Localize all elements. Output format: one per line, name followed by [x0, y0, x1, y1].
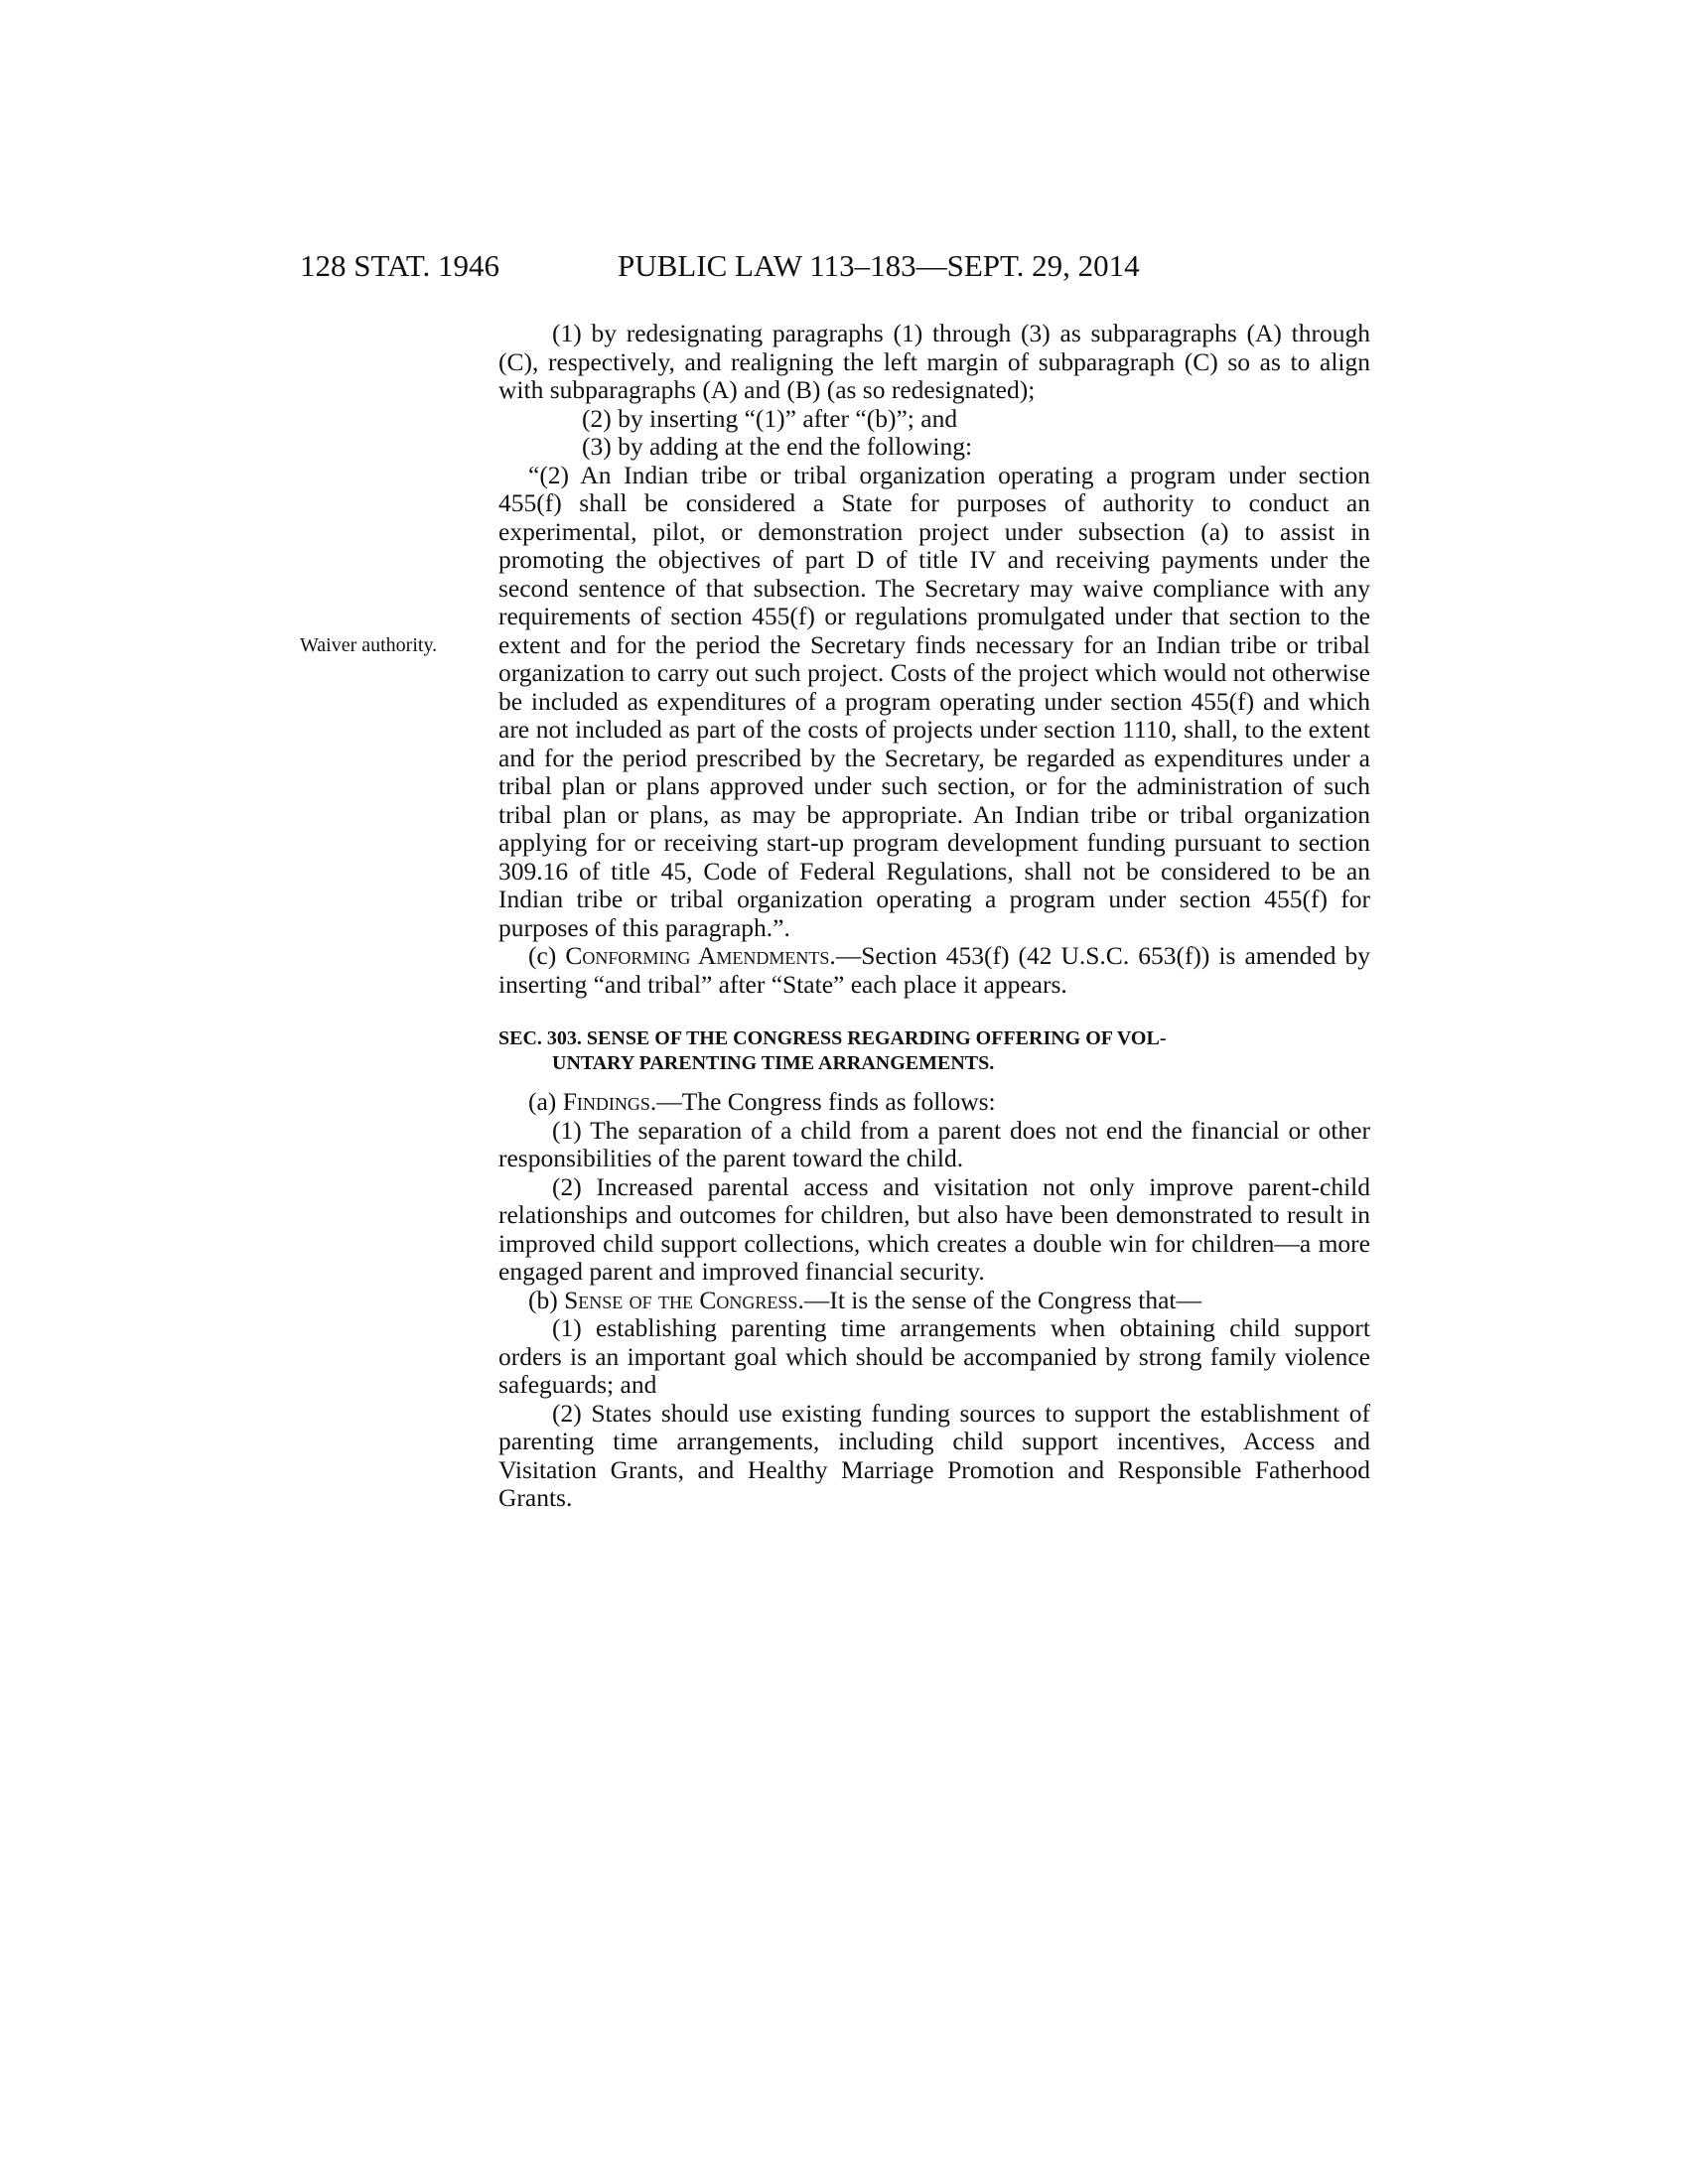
amendment-item-3: (3) by adding at the end the following:	[582, 432, 973, 461]
finding-2: (2) Increased parental access and visitation not only improve parent-child relationships and outcomes for children, but also have been demonstrated to result in improved child support collections, which creates a double win for children—a more engaged parent and improved financial security.	[498, 1171, 1370, 1286]
subsection-a-heading: Findings	[562, 1087, 650, 1116]
statute-page-reference: 128 STAT. 1946	[300, 248, 500, 283]
public-law-title: PUBLIC LAW 113–183—SEPT. 29, 2014	[618, 248, 1140, 283]
subsection-a-findings: (a) Findings.—The Congress finds as follows:	[528, 1087, 996, 1116]
section-303-heading: SEC. 303. SENSE OF THE CONGRESS REGARDING OFFERING OF VOL- UNTARY PARENTING TIME ARRANGEMENTS.	[498, 1027, 1167, 1074]
subsection-c-heading: Conforming Amendments	[565, 941, 830, 970]
inserted-paragraph: “(2) An Indian tribe or tribal organization operating a program under section 455(f) shall be considered a State for purposes of authority to conduct an experimental, pilot, or demonstration project under subsection (a) to assist in promoting the objectives of part D of title IV and receiving payments under the second sentence of that subsection. The Secretary may waive compliance with any requirements of section 455(f) or regulations promulgated under that section to the extent and for the period the Secretary finds necessary for an Indian tribe or tribal organization to carry out such project. Costs of the project which would not otherwise be included as expenditures of a program operating under section 455(f) and which are not included as part of the costs of projects under section 1110, shall, to the extent and for the period prescribed by the Secretary, be regarded as expenditures under a tribal plan or plans approved under such section, or for the administration of such tribal plan or plans, as may be appropriate. An Indian tribe or tribal organization applying for or receiving start-up program development funding pursuant to section 309.16 of title 45, Code of Federal Regulations, shall not be considered to be an Indian tribe or tribal organization operating a program under section 455(f) for purposes of this paragraph.”.	[498, 460, 1370, 942]
subsection-b-sense-of-congress: (b) Sense of the Congress.—It is the sense of the Congress that—	[528, 1285, 1201, 1314]
page-header	[300, 246, 1372, 286]
subsection-c-conforming-amendments: (c) Conforming Amendments.—Section 453(f) (42 U.S.C. 653(f)) is amended by inserting “and tribal” after “State” each place it appears.	[498, 941, 1370, 999]
finding-1: (1) The separation of a child from a parent does not end the financial or other responsibilities of the parent toward the child.	[498, 1115, 1370, 1172]
sense-item-2: (2) States should use existing funding sources to support the establishment of parenting time arrangements, including child support incentives, Access and Visitation Grants, and Healthy Marriage Promotion and Responsible Fatherhood Grants.	[498, 1398, 1370, 1512]
margin-note-waiver-authority: Waiver authority.	[300, 634, 438, 656]
sense-item-1: (1) establishing parenting time arrangements when obtaining child support orders is an important goal which should be accompanied by strong family violence safeguards; and	[498, 1313, 1370, 1399]
subsection-b-heading: Sense of the Congress	[564, 1285, 798, 1314]
amendment-item-1: (1) by redesignating paragraphs (1) through (3) as subparagraphs (A) through (C), respectively, and realigning the left margin of subparagraph (C) so as to align with subparagraphs (A) and (B) (as so redesignated);	[498, 319, 1370, 404]
amendment-item-2: (2) by inserting “(1)” after “(b)”; and	[582, 403, 958, 433]
body-text	[498, 320, 1370, 1513]
